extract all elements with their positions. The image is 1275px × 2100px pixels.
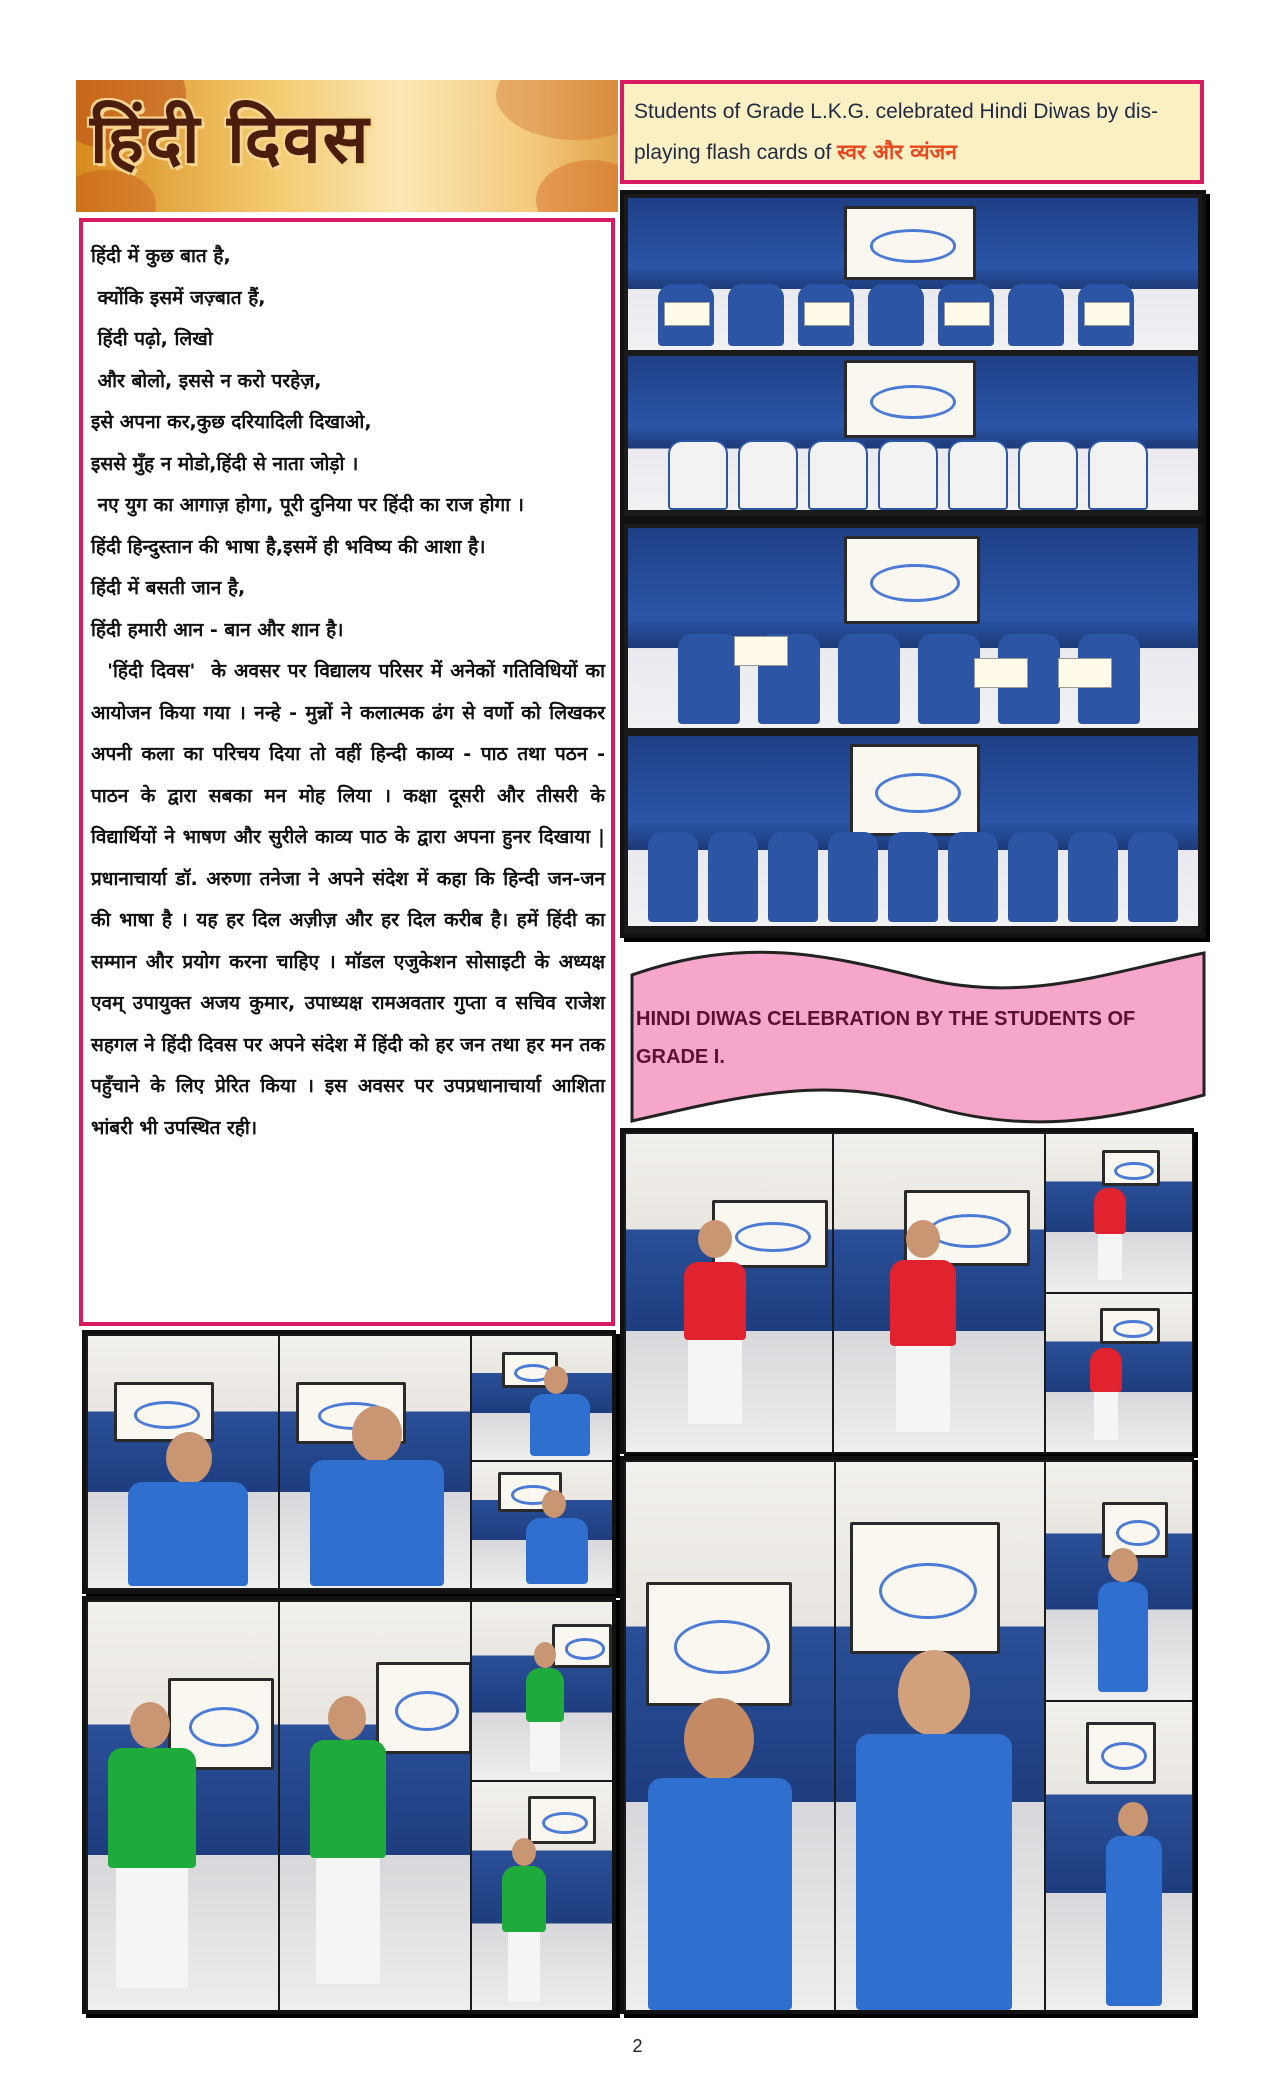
- lkg-group-photo: [628, 198, 1198, 350]
- hindi-diwas-poster: [1086, 1722, 1156, 1784]
- hindi-diwas-poster: [552, 1624, 612, 1668]
- hindi-diwas-poster: [844, 360, 976, 438]
- poem-line: और बोलो, इससे न करो परहेज़,: [91, 369, 322, 392]
- student-figure: [1008, 284, 1064, 346]
- student-figure: [1090, 1348, 1122, 1392]
- hindi-diwas-poster: [850, 1522, 1000, 1654]
- flash-card: [734, 636, 788, 666]
- student-figure: [1094, 1188, 1126, 1234]
- student-figure: [116, 1868, 188, 1988]
- student-speaking-photo: [280, 1336, 470, 1588]
- student-figure: [502, 1866, 546, 1932]
- poem-line: इसे अपना कर,कुछ दरियादिली दिखाओ,: [91, 411, 372, 433]
- student-figure: [708, 832, 758, 922]
- student-head: [1118, 1802, 1148, 1836]
- student-speaking-photo: [834, 1134, 1044, 1452]
- student-head: [898, 1650, 970, 1736]
- student-figure: [1094, 1392, 1118, 1440]
- student-head: [698, 1220, 732, 1258]
- hindi-diwas-poster: [850, 744, 980, 836]
- student-figure: [738, 440, 798, 510]
- student-head: [130, 1702, 170, 1748]
- hindi-diwas-poster: [1102, 1150, 1160, 1186]
- student-figure: [688, 1340, 742, 1424]
- student-figure: [1128, 832, 1178, 922]
- poem-line: हिंदी हिन्दुस्तान की भाषा है,इसमें ही भविष्य की आशा है।: [91, 535, 486, 558]
- student-figure: [728, 284, 784, 346]
- poem-line: नए युग का आगाज़ होगा, पूरी दुनिया पर हिंदी का राज होगा ।: [91, 494, 524, 516]
- student-speaking-photo: [1046, 1134, 1192, 1292]
- student-figure: [1098, 1234, 1122, 1280]
- lkg-photo-frame-1: [620, 190, 1206, 520]
- student-figure: [896, 1346, 950, 1432]
- grade-one-photo-frame-1: [620, 1128, 1194, 1454]
- student-head: [166, 1432, 212, 1484]
- flash-card: [974, 658, 1028, 688]
- flash-card: [1058, 658, 1112, 688]
- student-figure: [1008, 832, 1058, 922]
- grade-one-caption: HINDI DIWAS CELEBRATION BY THE STUDENTS OF GRADE I.: [636, 1008, 1136, 1068]
- flash-card: [1084, 302, 1130, 326]
- student-speaking-photo: [626, 1134, 832, 1452]
- hindi-diwas-poster: [844, 536, 980, 624]
- student-figure: [918, 634, 980, 724]
- student-figure: [808, 440, 868, 510]
- student-figure: [530, 1394, 590, 1456]
- poem-line: क्योंकि इसमें जज़्बात हैं,: [91, 286, 266, 309]
- page-number: 2: [632, 2036, 643, 2056]
- hindi-diwas-poster: [376, 1662, 470, 1754]
- student-speaking-photo: [472, 1462, 612, 1588]
- student-speaking-photo: [626, 1462, 834, 2010]
- lkg-group-photo: [628, 356, 1198, 510]
- student-figure: [888, 832, 938, 922]
- lkg-photo-frame-2: [620, 520, 1206, 938]
- poem-line: हिंदी में कुछ बात है,: [91, 245, 231, 267]
- article-paragraph: 'हिंदी दिवस' के अवसर पर विद्यालय परिसर में अनेकों गतिविधियों का आयोजन किया गया । नन्हे - मुन्नों ने कलात्मक ढंग से वर्णो को लिखकर अपनी कला का परिचय दिया तो वहीं हिन्दी काव्य - पाठ तथा पठन - पाठन के द्वारा सबका मन मोह लिया । कक्षा दूसरी और तीसरी के विद्यार्थियों ने भाषण और सुरीले काव्य पाठ के द्वारा अपना हुनर दिखाया | प्रधानाचार्या डॉ. अरुणा तनेजा ने अपने संदेश में कहा कि हिन्दी जन-जन की भाषा है । यह हर दिल अज़ीज़ और हर दिल करीब है। हमें हिंदी का सम्मान और प्रयोग करना चाहिए । मॉडल एजुकेशन सोसाइटी के अध्यक्ष एवम् उपायुक्त अजय कुमार, उपाध्यक्ष रामअवतार गुप्ता व सचिव राजेश सहगल ने हिंदी दिवस पर अपने संदेश में हिंदी को हर जन तथा हर मन तक पहुँचाने के लिए प्रेरित किया । इस अवसर पर उपप्रधानाचार्या आशिता भांबरी भी उपस्थित रही।: [91, 660, 612, 1139]
- student-head: [1108, 1548, 1138, 1582]
- student-figure: [526, 1518, 588, 1584]
- student-head: [352, 1406, 402, 1462]
- hindi-diwas-poster: [844, 206, 976, 280]
- student-figure: [878, 440, 938, 510]
- poem-line: इससे मुँह न मोडो,हिंदी से नाता जोड़ो ।: [91, 452, 359, 475]
- student-head: [544, 1366, 568, 1394]
- student-figure: [1098, 1582, 1148, 1692]
- student-speaking-photo: [472, 1602, 612, 1780]
- grade-speech-photo-frame-1: [82, 1330, 616, 1594]
- lkg-caption-hindi: स्वर और व्यंजन: [837, 140, 957, 164]
- student-head: [512, 1838, 536, 1866]
- hindi-article-box: [79, 218, 615, 1326]
- student-figure: [856, 1734, 1012, 2010]
- lkg-group-photo: [628, 736, 1198, 926]
- student-speaking-photo: [836, 1462, 1044, 2010]
- student-figure: [1106, 1836, 1162, 2006]
- student-figure: [948, 440, 1008, 510]
- student-speaking-photo: [88, 1336, 278, 1588]
- student-figure: [316, 1858, 380, 1984]
- student-figure: [684, 1262, 746, 1340]
- poem-line: हिंदी पढ़ो, लिखो: [91, 328, 213, 350]
- hindi-diwas-poster: [528, 1796, 596, 1844]
- student-figure: [828, 832, 878, 922]
- student-speaking-photo: [280, 1602, 470, 2010]
- student-figure: [108, 1748, 196, 1868]
- student-figure: [838, 634, 900, 724]
- student-figure: [890, 1260, 956, 1346]
- student-figure: [508, 1932, 540, 2002]
- student-figure: [678, 634, 740, 724]
- student-head: [534, 1642, 556, 1668]
- student-speaking-photo: [472, 1782, 612, 2010]
- grade-speech-photo-frame-2: [82, 1596, 616, 2014]
- student-figure: [768, 832, 818, 922]
- student-head: [328, 1696, 366, 1740]
- student-head: [542, 1490, 566, 1518]
- student-figure: [668, 440, 728, 510]
- student-speaking-photo: [88, 1602, 278, 2010]
- student-figure: [648, 1778, 792, 2010]
- student-figure: [868, 284, 924, 346]
- hindi-diwas-poster: [1102, 1502, 1168, 1558]
- student-figure: [1018, 440, 1078, 510]
- student-head: [906, 1220, 940, 1258]
- flash-card: [804, 302, 850, 326]
- student-speaking-photo: [472, 1336, 612, 1460]
- student-speaking-photo: [1046, 1702, 1192, 2010]
- lkg-caption-text: Students of Grade L.K.G. celebrated Hindi Diwas by dis-playing flash cards of: [634, 100, 1159, 164]
- student-figure: [648, 832, 698, 922]
- student-head: [684, 1698, 754, 1780]
- grade-one-photo-frame-2: [620, 1456, 1194, 2014]
- student-figure: [128, 1482, 248, 1586]
- student-figure: [530, 1722, 560, 1772]
- flash-card: [944, 302, 990, 326]
- hindi-diwas-poster: [646, 1582, 792, 1706]
- poem-line: हिंदी हमारी आन - बान और शान है।: [91, 618, 344, 641]
- hindi-diwas-poster: [114, 1382, 214, 1442]
- poem-line: हिंदी में बसती जान है,: [91, 577, 246, 599]
- student-figure: [526, 1668, 564, 1722]
- flash-card: [664, 302, 710, 326]
- student-figure: [1088, 440, 1148, 510]
- banner-title: हिंदी दिवस: [90, 100, 371, 179]
- student-figure: [1068, 832, 1118, 922]
- lkg-group-photo: [628, 528, 1198, 728]
- hindi-diwas-poster: [1100, 1308, 1160, 1344]
- student-speaking-photo: [1046, 1462, 1192, 1700]
- student-figure: [310, 1460, 444, 1586]
- student-speaking-photo: [1046, 1294, 1192, 1452]
- lkg-caption-box: [620, 80, 1204, 184]
- student-figure: [310, 1740, 386, 1858]
- student-figure: [948, 832, 998, 922]
- hindi-diwas-banner: [76, 80, 618, 212]
